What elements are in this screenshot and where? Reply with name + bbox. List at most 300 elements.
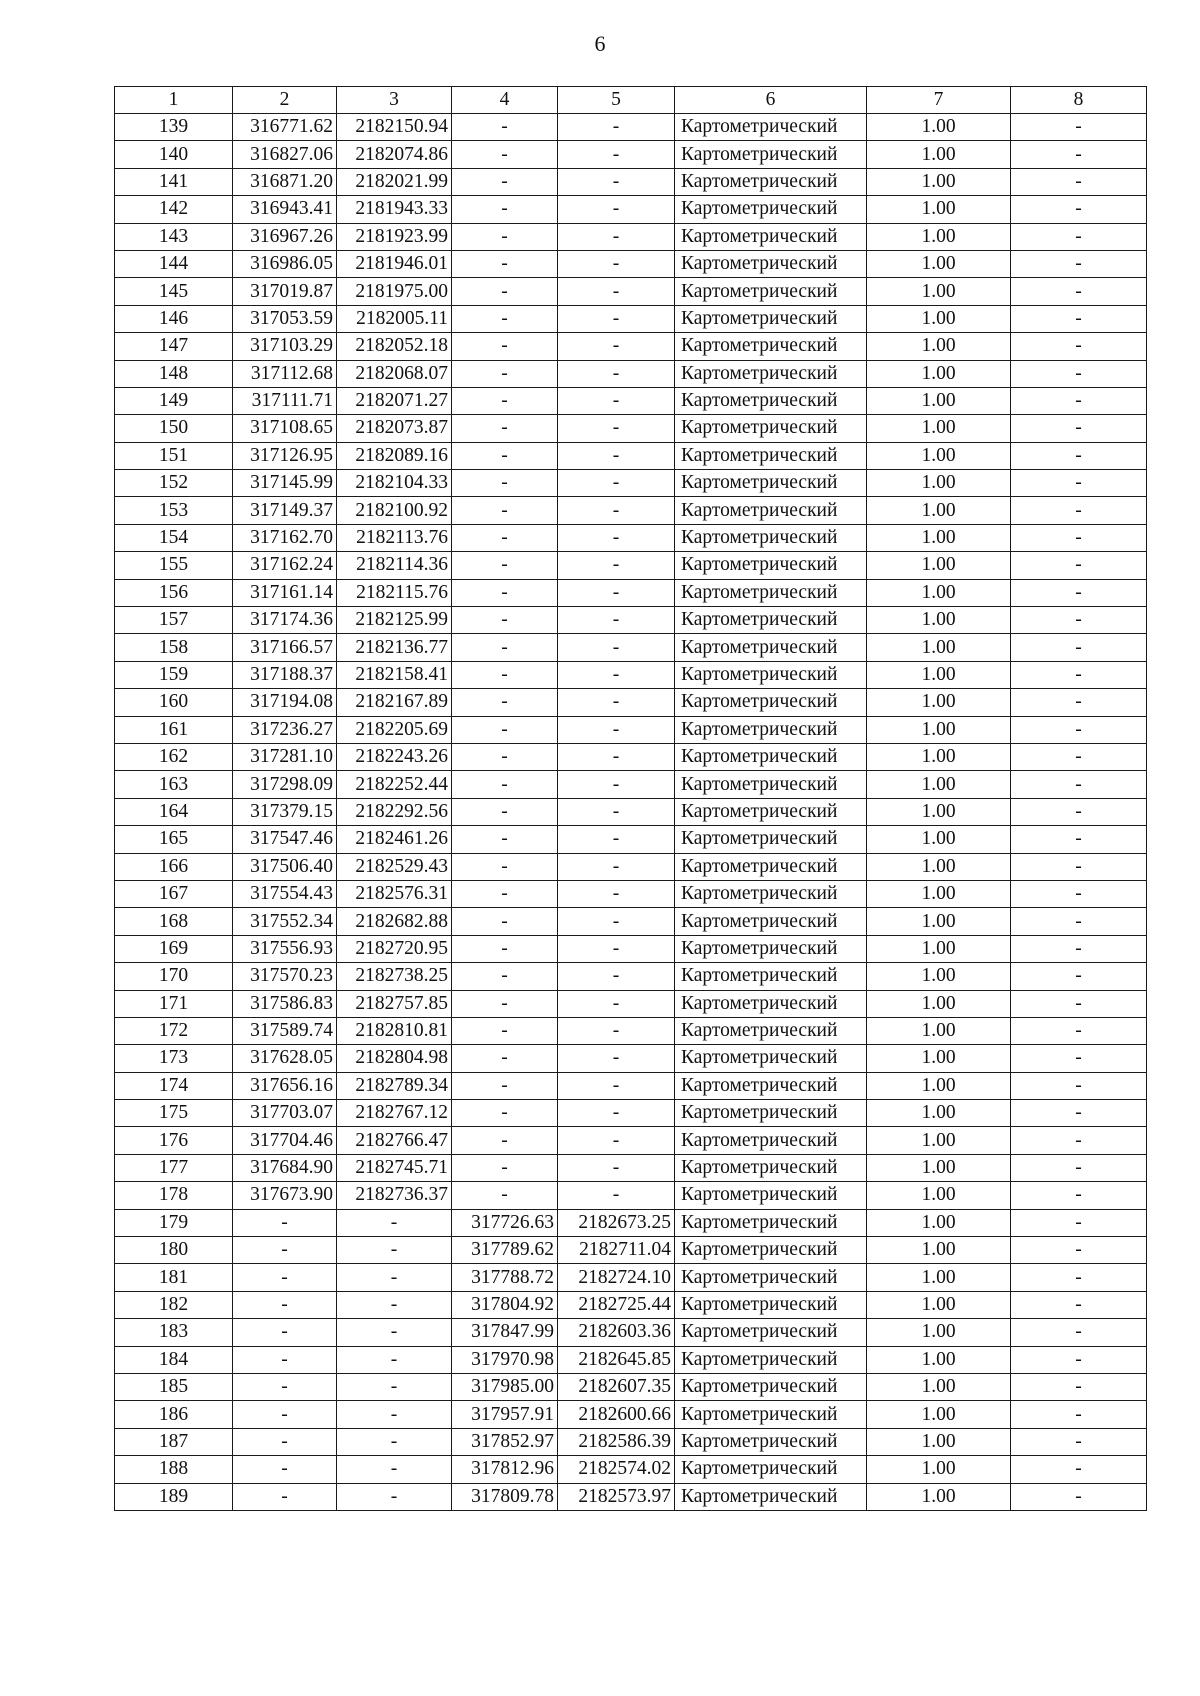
- table-cell: 1.00: [867, 1209, 1011, 1236]
- table-cell: 170: [115, 963, 233, 990]
- table-cell: Картометрический: [675, 1017, 867, 1044]
- table-cell: -: [1011, 689, 1147, 716]
- table-cell: 171: [115, 990, 233, 1017]
- table-cell: -: [1011, 442, 1147, 469]
- table-cell: 316871.20: [233, 168, 337, 195]
- table-cell: 146: [115, 305, 233, 332]
- table-cell: 145: [115, 278, 233, 305]
- table-cell: -: [1011, 1100, 1147, 1127]
- table-cell: -: [558, 360, 675, 387]
- table-cell: -: [558, 880, 675, 907]
- table-cell: 317684.90: [233, 1154, 337, 1181]
- table-row: [115, 415, 1147, 442]
- table-cell: -: [452, 634, 558, 661]
- table-cell: -: [558, 552, 675, 579]
- table-cell: -: [1011, 1428, 1147, 1455]
- table-cell: -: [452, 141, 558, 168]
- table-cell: 164: [115, 798, 233, 825]
- table-cell: -: [558, 908, 675, 935]
- table-cell: Картометрический: [675, 552, 867, 579]
- table-cell: 2182766.47: [337, 1127, 452, 1154]
- table-cell: -: [1011, 880, 1147, 907]
- table-cell: -: [452, 524, 558, 551]
- table-cell: -: [1011, 1346, 1147, 1373]
- table-cell: 316827.06: [233, 141, 337, 168]
- table-cell: -: [1011, 168, 1147, 195]
- table-cell: 144: [115, 250, 233, 277]
- table-cell: 2182115.76: [337, 579, 452, 606]
- table-cell: -: [1011, 826, 1147, 853]
- table-cell: -: [452, 223, 558, 250]
- table-cell: Картометрический: [675, 196, 867, 223]
- table-cell: 317852.97: [452, 1428, 558, 1455]
- table-cell: 148: [115, 360, 233, 387]
- table-cell: -: [452, 1154, 558, 1181]
- table-cell: -: [452, 990, 558, 1017]
- table-cell: Картометрический: [675, 1264, 867, 1291]
- table-cell: 2182529.43: [337, 853, 452, 880]
- table-cell: 1.00: [867, 826, 1011, 853]
- table-cell: Картометрический: [675, 278, 867, 305]
- table-cell: -: [452, 305, 558, 332]
- table-cell: 2182074.86: [337, 141, 452, 168]
- table-row: [115, 1100, 1147, 1127]
- table-cell: Картометрический: [675, 114, 867, 141]
- table-cell: 1.00: [867, 661, 1011, 688]
- table-cell: 2182745.71: [337, 1154, 452, 1181]
- table-cell: 1.00: [867, 1182, 1011, 1209]
- table-cell: 185: [115, 1373, 233, 1400]
- table-cell: -: [1011, 387, 1147, 414]
- table-cell: 2182205.69: [337, 716, 452, 743]
- table-cell: 153: [115, 497, 233, 524]
- column-header-1: 1: [115, 87, 233, 114]
- table-cell: 1.00: [867, 963, 1011, 990]
- table-cell: -: [558, 579, 675, 606]
- table-cell: 187: [115, 1428, 233, 1455]
- table-cell: 1.00: [867, 607, 1011, 634]
- table-cell: -: [558, 743, 675, 770]
- table-cell: 1.00: [867, 1072, 1011, 1099]
- table-cell: 182: [115, 1291, 233, 1318]
- table-cell: 1.00: [867, 1045, 1011, 1072]
- table-cell: -: [452, 1100, 558, 1127]
- table-cell: 180: [115, 1237, 233, 1264]
- table-row: [115, 935, 1147, 962]
- table-cell: 2182757.85: [337, 990, 452, 1017]
- table-row: [115, 497, 1147, 524]
- table-cell: -: [1011, 1045, 1147, 1072]
- table-cell: 317589.74: [233, 1017, 337, 1044]
- table-cell: 159: [115, 661, 233, 688]
- table-cell: 1.00: [867, 990, 1011, 1017]
- table-cell: Картометрический: [675, 1319, 867, 1346]
- table-row: [115, 1401, 1147, 1428]
- table-cell: 1.00: [867, 798, 1011, 825]
- table-cell: -: [1011, 141, 1147, 168]
- table-cell: 2182073.87: [337, 415, 452, 442]
- table-cell: -: [337, 1291, 452, 1318]
- table-cell: 2182089.16: [337, 442, 452, 469]
- table-cell: Картометрический: [675, 990, 867, 1017]
- table-cell: 2182005.11: [337, 305, 452, 332]
- table-cell: 316771.62: [233, 114, 337, 141]
- table-cell: 2182586.39: [558, 1428, 675, 1455]
- table-cell: -: [1011, 1017, 1147, 1044]
- table-cell: 2182720.95: [337, 935, 452, 962]
- table-cell: -: [558, 278, 675, 305]
- table-cell: -: [1011, 634, 1147, 661]
- table-cell: -: [558, 305, 675, 332]
- table-cell: -: [452, 880, 558, 907]
- table-cell: Картометрический: [675, 1237, 867, 1264]
- table-cell: 1.00: [867, 114, 1011, 141]
- table-cell: Картометрический: [675, 470, 867, 497]
- table-cell: Картометрический: [675, 141, 867, 168]
- table-cell: 167: [115, 880, 233, 907]
- table-cell: 1.00: [867, 1127, 1011, 1154]
- table-cell: -: [558, 935, 675, 962]
- table-row: [115, 798, 1147, 825]
- table-cell: 317985.00: [452, 1373, 558, 1400]
- table-row: [115, 771, 1147, 798]
- table-cell: 2182071.27: [337, 387, 452, 414]
- table-cell: 184: [115, 1346, 233, 1373]
- table-cell: -: [452, 689, 558, 716]
- table-cell: 317174.36: [233, 607, 337, 634]
- table-cell: Картометрический: [675, 333, 867, 360]
- table-cell: 1.00: [867, 1401, 1011, 1428]
- table-cell: 173: [115, 1045, 233, 1072]
- table-cell: -: [452, 743, 558, 770]
- table-cell: -: [1011, 798, 1147, 825]
- table-cell: 1.00: [867, 1346, 1011, 1373]
- table-cell: 317586.83: [233, 990, 337, 1017]
- table-cell: 317703.07: [233, 1100, 337, 1127]
- table-cell: 2181923.99: [337, 223, 452, 250]
- table-cell: 317552.34: [233, 908, 337, 935]
- table-cell: 183: [115, 1319, 233, 1346]
- table-row: [115, 387, 1147, 414]
- table-cell: -: [558, 1100, 675, 1127]
- table-cell: -: [558, 607, 675, 634]
- table-row: [115, 990, 1147, 1017]
- table-cell: 2182573.97: [558, 1483, 675, 1510]
- table-cell: -: [452, 333, 558, 360]
- table-cell: -: [452, 278, 558, 305]
- table-cell: 317162.24: [233, 552, 337, 579]
- table-cell: 1.00: [867, 415, 1011, 442]
- table-cell: -: [337, 1237, 452, 1264]
- column-header-5: 5: [558, 87, 675, 114]
- table-cell: Картометрический: [675, 1456, 867, 1483]
- table-row: [115, 1237, 1147, 1264]
- table-cell: Картометрический: [675, 1072, 867, 1099]
- table-cell: 165: [115, 826, 233, 853]
- table-cell: Картометрический: [675, 579, 867, 606]
- table-cell: 2182136.77: [337, 634, 452, 661]
- table-cell: 1.00: [867, 634, 1011, 661]
- table-cell: 163: [115, 771, 233, 798]
- table-cell: 140: [115, 141, 233, 168]
- table-cell: Картометрический: [675, 223, 867, 250]
- table-cell: -: [337, 1209, 452, 1236]
- table-cell: Картометрический: [675, 1209, 867, 1236]
- table-cell: Картометрический: [675, 661, 867, 688]
- table-cell: -: [1011, 1182, 1147, 1209]
- table-cell: 1.00: [867, 470, 1011, 497]
- table-cell: Картометрический: [675, 963, 867, 990]
- table-cell: 317126.95: [233, 442, 337, 469]
- table-cell: 317379.15: [233, 798, 337, 825]
- table-cell: 160: [115, 689, 233, 716]
- table-cell: 149: [115, 387, 233, 414]
- table-cell: 161: [115, 716, 233, 743]
- table-cell: 168: [115, 908, 233, 935]
- table-cell: 186: [115, 1401, 233, 1428]
- table-cell: Картометрический: [675, 771, 867, 798]
- table-cell: -: [452, 470, 558, 497]
- table-cell: -: [233, 1401, 337, 1428]
- table-cell: -: [558, 168, 675, 195]
- table-cell: Картометрический: [675, 743, 867, 770]
- table-cell: 2182292.56: [337, 798, 452, 825]
- table-cell: -: [452, 442, 558, 469]
- table-cell: -: [233, 1456, 337, 1483]
- table-cell: 1.00: [867, 141, 1011, 168]
- table-cell: 176: [115, 1127, 233, 1154]
- column-header-2: 2: [233, 87, 337, 114]
- table-cell: 142: [115, 196, 233, 223]
- table-row: [115, 305, 1147, 332]
- table-cell: 1.00: [867, 1291, 1011, 1318]
- table-body: [115, 87, 1147, 1511]
- table-cell: Картометрический: [675, 716, 867, 743]
- table-row: [115, 168, 1147, 195]
- table-cell: Картометрический: [675, 607, 867, 634]
- table-cell: 156: [115, 579, 233, 606]
- table-cell: 1.00: [867, 1373, 1011, 1400]
- table-cell: -: [337, 1319, 452, 1346]
- table-cell: -: [233, 1264, 337, 1291]
- table-cell: 177: [115, 1154, 233, 1181]
- table-cell: Картометрический: [675, 1127, 867, 1154]
- table-cell: -: [558, 963, 675, 990]
- table-cell: 1.00: [867, 1428, 1011, 1455]
- table-cell: 2182810.81: [337, 1017, 452, 1044]
- table-row: [115, 743, 1147, 770]
- table-cell: 189: [115, 1483, 233, 1510]
- table-row: [115, 470, 1147, 497]
- table-cell: -: [337, 1373, 452, 1400]
- table-cell: 2182114.36: [337, 552, 452, 579]
- table-cell: 172: [115, 1017, 233, 1044]
- table-cell: 2182167.89: [337, 689, 452, 716]
- table-cell: -: [1011, 607, 1147, 634]
- table-cell: -: [1011, 360, 1147, 387]
- table-cell: Картометрический: [675, 1182, 867, 1209]
- table-cell: -: [558, 853, 675, 880]
- table-cell: 157: [115, 607, 233, 634]
- table-cell: 2182052.18: [337, 333, 452, 360]
- table-row: [115, 1209, 1147, 1236]
- table-row: [115, 223, 1147, 250]
- table-cell: Картометрический: [675, 689, 867, 716]
- table-cell: -: [452, 579, 558, 606]
- table-cell: 2182724.10: [558, 1264, 675, 1291]
- table-cell: Картометрический: [675, 524, 867, 551]
- table-cell: -: [1011, 470, 1147, 497]
- table-cell: -: [558, 250, 675, 277]
- table-row: [115, 579, 1147, 606]
- table-cell: 2182104.33: [337, 470, 452, 497]
- table-cell: 317789.62: [452, 1237, 558, 1264]
- table-cell: -: [452, 963, 558, 990]
- table-cell: 2182113.76: [337, 524, 452, 551]
- table-row: [115, 1346, 1147, 1373]
- table-cell: 1.00: [867, 442, 1011, 469]
- table-cell: -: [558, 826, 675, 853]
- table-cell: -: [452, 168, 558, 195]
- table-cell: -: [1011, 415, 1147, 442]
- table-cell: 158: [115, 634, 233, 661]
- table-cell: 152: [115, 470, 233, 497]
- table-cell: 317111.71: [233, 387, 337, 414]
- table-cell: Картометрический: [675, 387, 867, 414]
- table-cell: -: [452, 387, 558, 414]
- table-cell: Картометрический: [675, 853, 867, 880]
- table-cell: Картометрический: [675, 880, 867, 907]
- table-cell: 316967.26: [233, 223, 337, 250]
- table-cell: 1.00: [867, 880, 1011, 907]
- table-cell: 1.00: [867, 250, 1011, 277]
- table-cell: -: [233, 1483, 337, 1510]
- table-cell: 317570.23: [233, 963, 337, 990]
- table-cell: 2182461.26: [337, 826, 452, 853]
- table-row: [115, 689, 1147, 716]
- table-cell: 2182673.25: [558, 1209, 675, 1236]
- table-cell: 317162.70: [233, 524, 337, 551]
- table-cell: 1.00: [867, 853, 1011, 880]
- table-row: [115, 114, 1147, 141]
- table-cell: -: [452, 1045, 558, 1072]
- table-cell: 2182603.36: [558, 1319, 675, 1346]
- table-cell: -: [1011, 1401, 1147, 1428]
- table-cell: -: [1011, 1237, 1147, 1264]
- table-cell: 1.00: [867, 168, 1011, 195]
- table-row: [115, 908, 1147, 935]
- table-cell: -: [452, 552, 558, 579]
- table-cell: -: [452, 798, 558, 825]
- table-row: [115, 278, 1147, 305]
- table-cell: -: [1011, 935, 1147, 962]
- table-cell: -: [452, 908, 558, 935]
- table-cell: 317019.87: [233, 278, 337, 305]
- table-cell: -: [558, 1127, 675, 1154]
- table-cell: -: [452, 360, 558, 387]
- table-cell: -: [1011, 716, 1147, 743]
- table-cell: -: [452, 1017, 558, 1044]
- table-cell: 2182243.26: [337, 743, 452, 770]
- table-cell: -: [558, 716, 675, 743]
- table-cell: -: [1011, 1127, 1147, 1154]
- table-cell: 317103.29: [233, 333, 337, 360]
- table-cell: 317726.63: [452, 1209, 558, 1236]
- table-cell: -: [558, 114, 675, 141]
- table-cell: Картометрический: [675, 497, 867, 524]
- table-row: [115, 607, 1147, 634]
- table-cell: -: [1011, 1483, 1147, 1510]
- table-cell: -: [1011, 114, 1147, 141]
- table-cell: 2182574.02: [558, 1456, 675, 1483]
- table-cell: 317847.99: [452, 1319, 558, 1346]
- table-cell: 150: [115, 415, 233, 442]
- table-cell: 1.00: [867, 743, 1011, 770]
- table-cell: 317145.99: [233, 470, 337, 497]
- table-cell: 143: [115, 223, 233, 250]
- table-cell: 1.00: [867, 908, 1011, 935]
- table-cell: 178: [115, 1182, 233, 1209]
- table-cell: -: [1011, 743, 1147, 770]
- table-cell: -: [233, 1237, 337, 1264]
- table-cell: -: [558, 1045, 675, 1072]
- table-cell: 317108.65: [233, 415, 337, 442]
- table-cell: Картометрический: [675, 935, 867, 962]
- table-cell: -: [1011, 305, 1147, 332]
- table-cell: -: [452, 497, 558, 524]
- table-cell: -: [337, 1346, 452, 1373]
- table-cell: 141: [115, 168, 233, 195]
- table-cell: 317809.78: [452, 1483, 558, 1510]
- table-cell: Картометрический: [675, 305, 867, 332]
- table-cell: 2182682.88: [337, 908, 452, 935]
- table-cell: -: [1011, 1319, 1147, 1346]
- table-cell: Картометрический: [675, 826, 867, 853]
- table-row: [115, 880, 1147, 907]
- table-cell: -: [558, 387, 675, 414]
- table-cell: 1.00: [867, 333, 1011, 360]
- table-cell: -: [558, 798, 675, 825]
- table-cell: -: [1011, 1291, 1147, 1318]
- table-cell: 2181975.00: [337, 278, 452, 305]
- table-cell: 317188.37: [233, 661, 337, 688]
- table-cell: 317281.10: [233, 743, 337, 770]
- table-cell: 316943.41: [233, 196, 337, 223]
- table-cell: 1.00: [867, 1319, 1011, 1346]
- table-cell: -: [558, 223, 675, 250]
- table-cell: 179: [115, 1209, 233, 1236]
- table-cell: Картометрический: [675, 1291, 867, 1318]
- table-cell: -: [337, 1428, 452, 1455]
- table-cell: 1.00: [867, 552, 1011, 579]
- table-cell: -: [1011, 990, 1147, 1017]
- table-cell: -: [1011, 223, 1147, 250]
- table-cell: -: [558, 141, 675, 168]
- table-cell: -: [452, 250, 558, 277]
- page-number: 6: [594, 31, 606, 56]
- table-cell: 317673.90: [233, 1182, 337, 1209]
- table-cell: -: [1011, 196, 1147, 223]
- table-cell: -: [337, 1264, 452, 1291]
- table-cell: 1.00: [867, 196, 1011, 223]
- table-cell: -: [558, 1154, 675, 1181]
- table-cell: 151: [115, 442, 233, 469]
- table-cell: 1.00: [867, 1100, 1011, 1127]
- table-cell: 1.00: [867, 689, 1011, 716]
- table-cell: -: [452, 1127, 558, 1154]
- table-cell: -: [452, 716, 558, 743]
- table-cell: -: [337, 1456, 452, 1483]
